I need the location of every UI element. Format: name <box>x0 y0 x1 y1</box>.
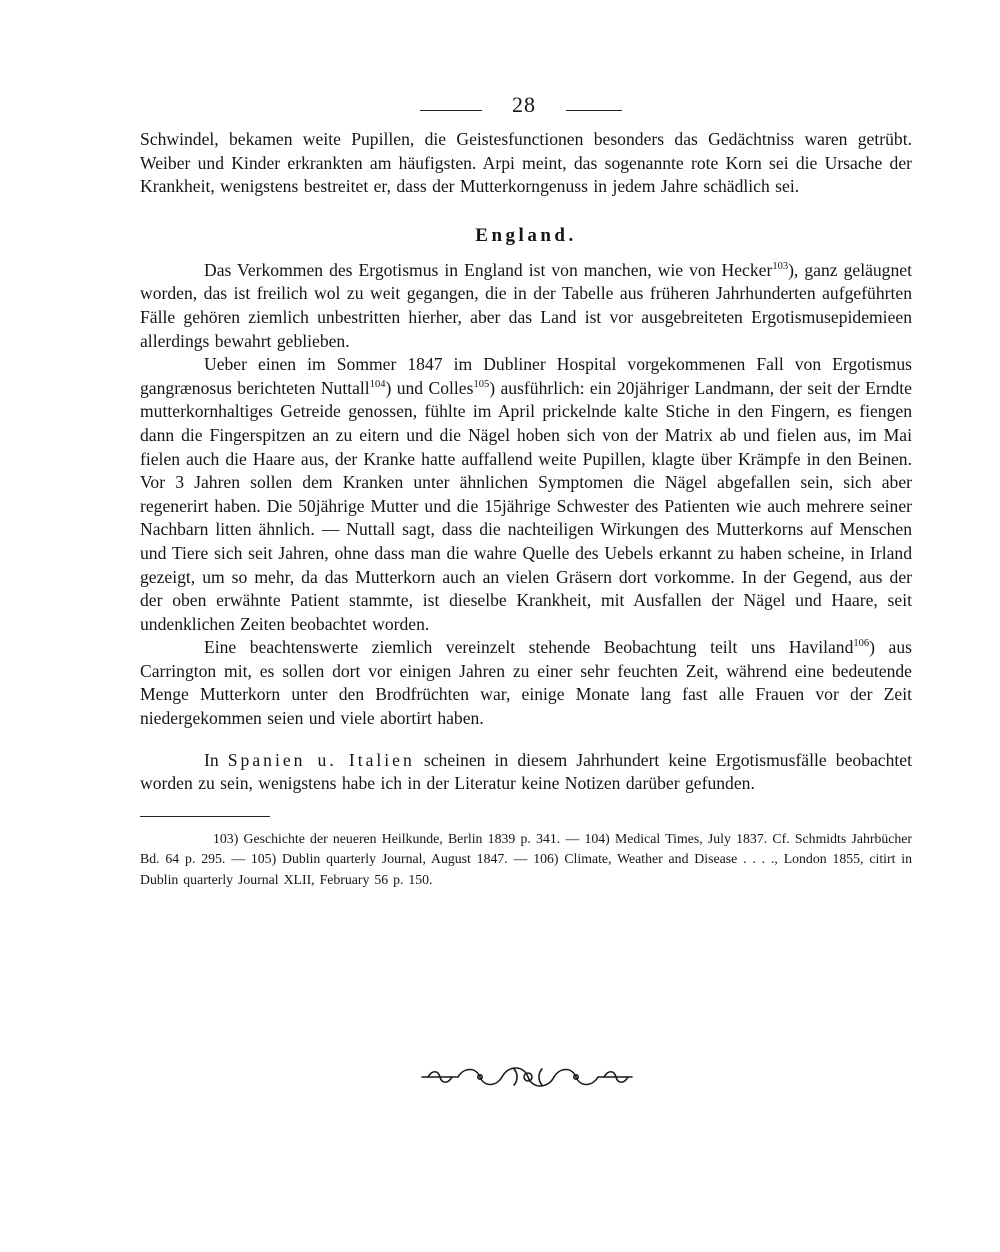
header-rule-left <box>420 110 482 111</box>
scroll-ornament-icon <box>418 1060 638 1094</box>
paragraph-text: Ueber einen im Sommer 1847 im Dubliner Hospital vorgekommenen Fall von Ergotismus gangrænosus berichteten Nuttall <box>140 354 912 398</box>
paragraph-text: ) und Colles <box>385 377 474 398</box>
footnote-text: 103) Geschichte der neueren Heilkunde, Berlin 1839 p. 341. — 104) Medical Times, July 1837. Cf. Schmidts Jahrbücher Bd. 64 p. 295. — 105) Dublin quarterly Journal, August 1847. — 106) Climate, Weather and Disease . . . ., London 1855, citirt in Dublin quarterly Journal XLII, February 56 p. 150. <box>140 830 912 887</box>
paragraph-text: ) aus Carrington mit, es sollen dort vor einigen Jahren zu einer sehr feuchten Zeit, während eine bedeutende Menge Mutterkorn unter den Brodfrüchten war, einige Monate lang fast alle Frauen vor der Zeit niedergekommen seien und viele abortirt haben. <box>140 637 912 729</box>
footnotes <box>140 829 912 891</box>
section-title: England. <box>475 224 577 246</box>
paragraph-text: Das Verkommen des Ergotismus in England ist von manchen, wie von Hecker <box>204 259 773 280</box>
paragraph-england-2 <box>140 353 912 636</box>
spaced-emphasis: Spanien u. Italien <box>227 749 415 770</box>
paragraph-text: scheinen in diesem Jahrhundert keine Ergotismusfälle beobachtet worden zu sein, wenigstens habe ich in der Literatur keine Notizen darüber gefunden. <box>140 749 912 794</box>
intro-paragraph: Schwindel, bekamen weite Pupillen, die Geistesfunctionen besonders das Gedächtniss waren getrübt. Weiber und Kinder erkrankten am häufigsten. Arpi meint, das sogenannte rote Korn sei die Ursache der Krankheit, wenigstens bestreitet er, dass der Mutterkorngenuss in jedem Jahre schädlich sei. <box>140 129 912 197</box>
page-number: 28 <box>512 92 536 117</box>
paragraph-england-1 <box>140 259 912 353</box>
paragraph-text: Eine beachtenswerte ziemlich vereinzelt stehende Beobachtung teilt uns Haviland <box>204 637 854 658</box>
paragraph-text: ), ganz geläugnet worden, das ist freilich wol zu weit gegangen, die in der Tabelle aus früheren Jahrhunderten aufgeführten Fälle gehören ziemlich unbestritten hierher, aber das Land ist vor ausgebreiteten Ergotismusepidemieen allerdings bewahrt geblieben. <box>140 259 912 351</box>
paragraph-text: ) ausführlich: ein 20jähriger Landmann, der seit der Erndte mutterkornhaltiges Getreide genossen, fühlte im April prickelnde kalte Stiche in den Fingern, es fiengen dann die Fingerspitzen an zu eitern und die Nägel hoben sich von der Matrix ab und fielen aus, im Mai fielen auch die Haare aus, der Kranke hatte auffallend weite Pupillen, klagte über Krämpfe in den Beinen. Vor 3 Jahren sollen dem Kranken unter ähnlichen Symptomen die Nägel abgefallen sein, sich aber regenerirt haben. Die 50jährige Mutter und die 15jährige Schwester des Patienten wie auch mehrere seiner Nachbarn litten ähnlich. — Nuttall sagt, dass die nachteiligen Wirkungen des Mutterkorns auf Menschen und Tiere sich seit Jahren, ohne dass man die wahre Quelle des Uebels erkannt zu haben scheine, in Irland gezeigt, um so mehr, da das Mutterkorn auch an vielen Gräsern dort vorkomme. In der Gegend, aus der der oben erwähnte Patient stammte, ist dieselbe Krankheit, mit Ausfallen der Nägel und Haare, seit undenklichen Zeiten beobachtet worden. <box>140 377 912 634</box>
footnote-ref-103[interactable]: 103 <box>772 260 789 272</box>
footnote-ref-106[interactable]: 106 <box>853 638 870 650</box>
footnote-ref-104[interactable]: 104 <box>369 378 386 390</box>
page <box>140 92 912 890</box>
footnote-ref-105[interactable]: 105 <box>473 378 490 390</box>
paragraph-spain-italy <box>140 749 912 796</box>
page-header <box>140 92 912 128</box>
footnote-separator <box>140 816 270 817</box>
paragraph-england-3 <box>140 636 912 730</box>
header-rule-right <box>566 110 622 111</box>
paragraph-text: In <box>204 749 219 770</box>
